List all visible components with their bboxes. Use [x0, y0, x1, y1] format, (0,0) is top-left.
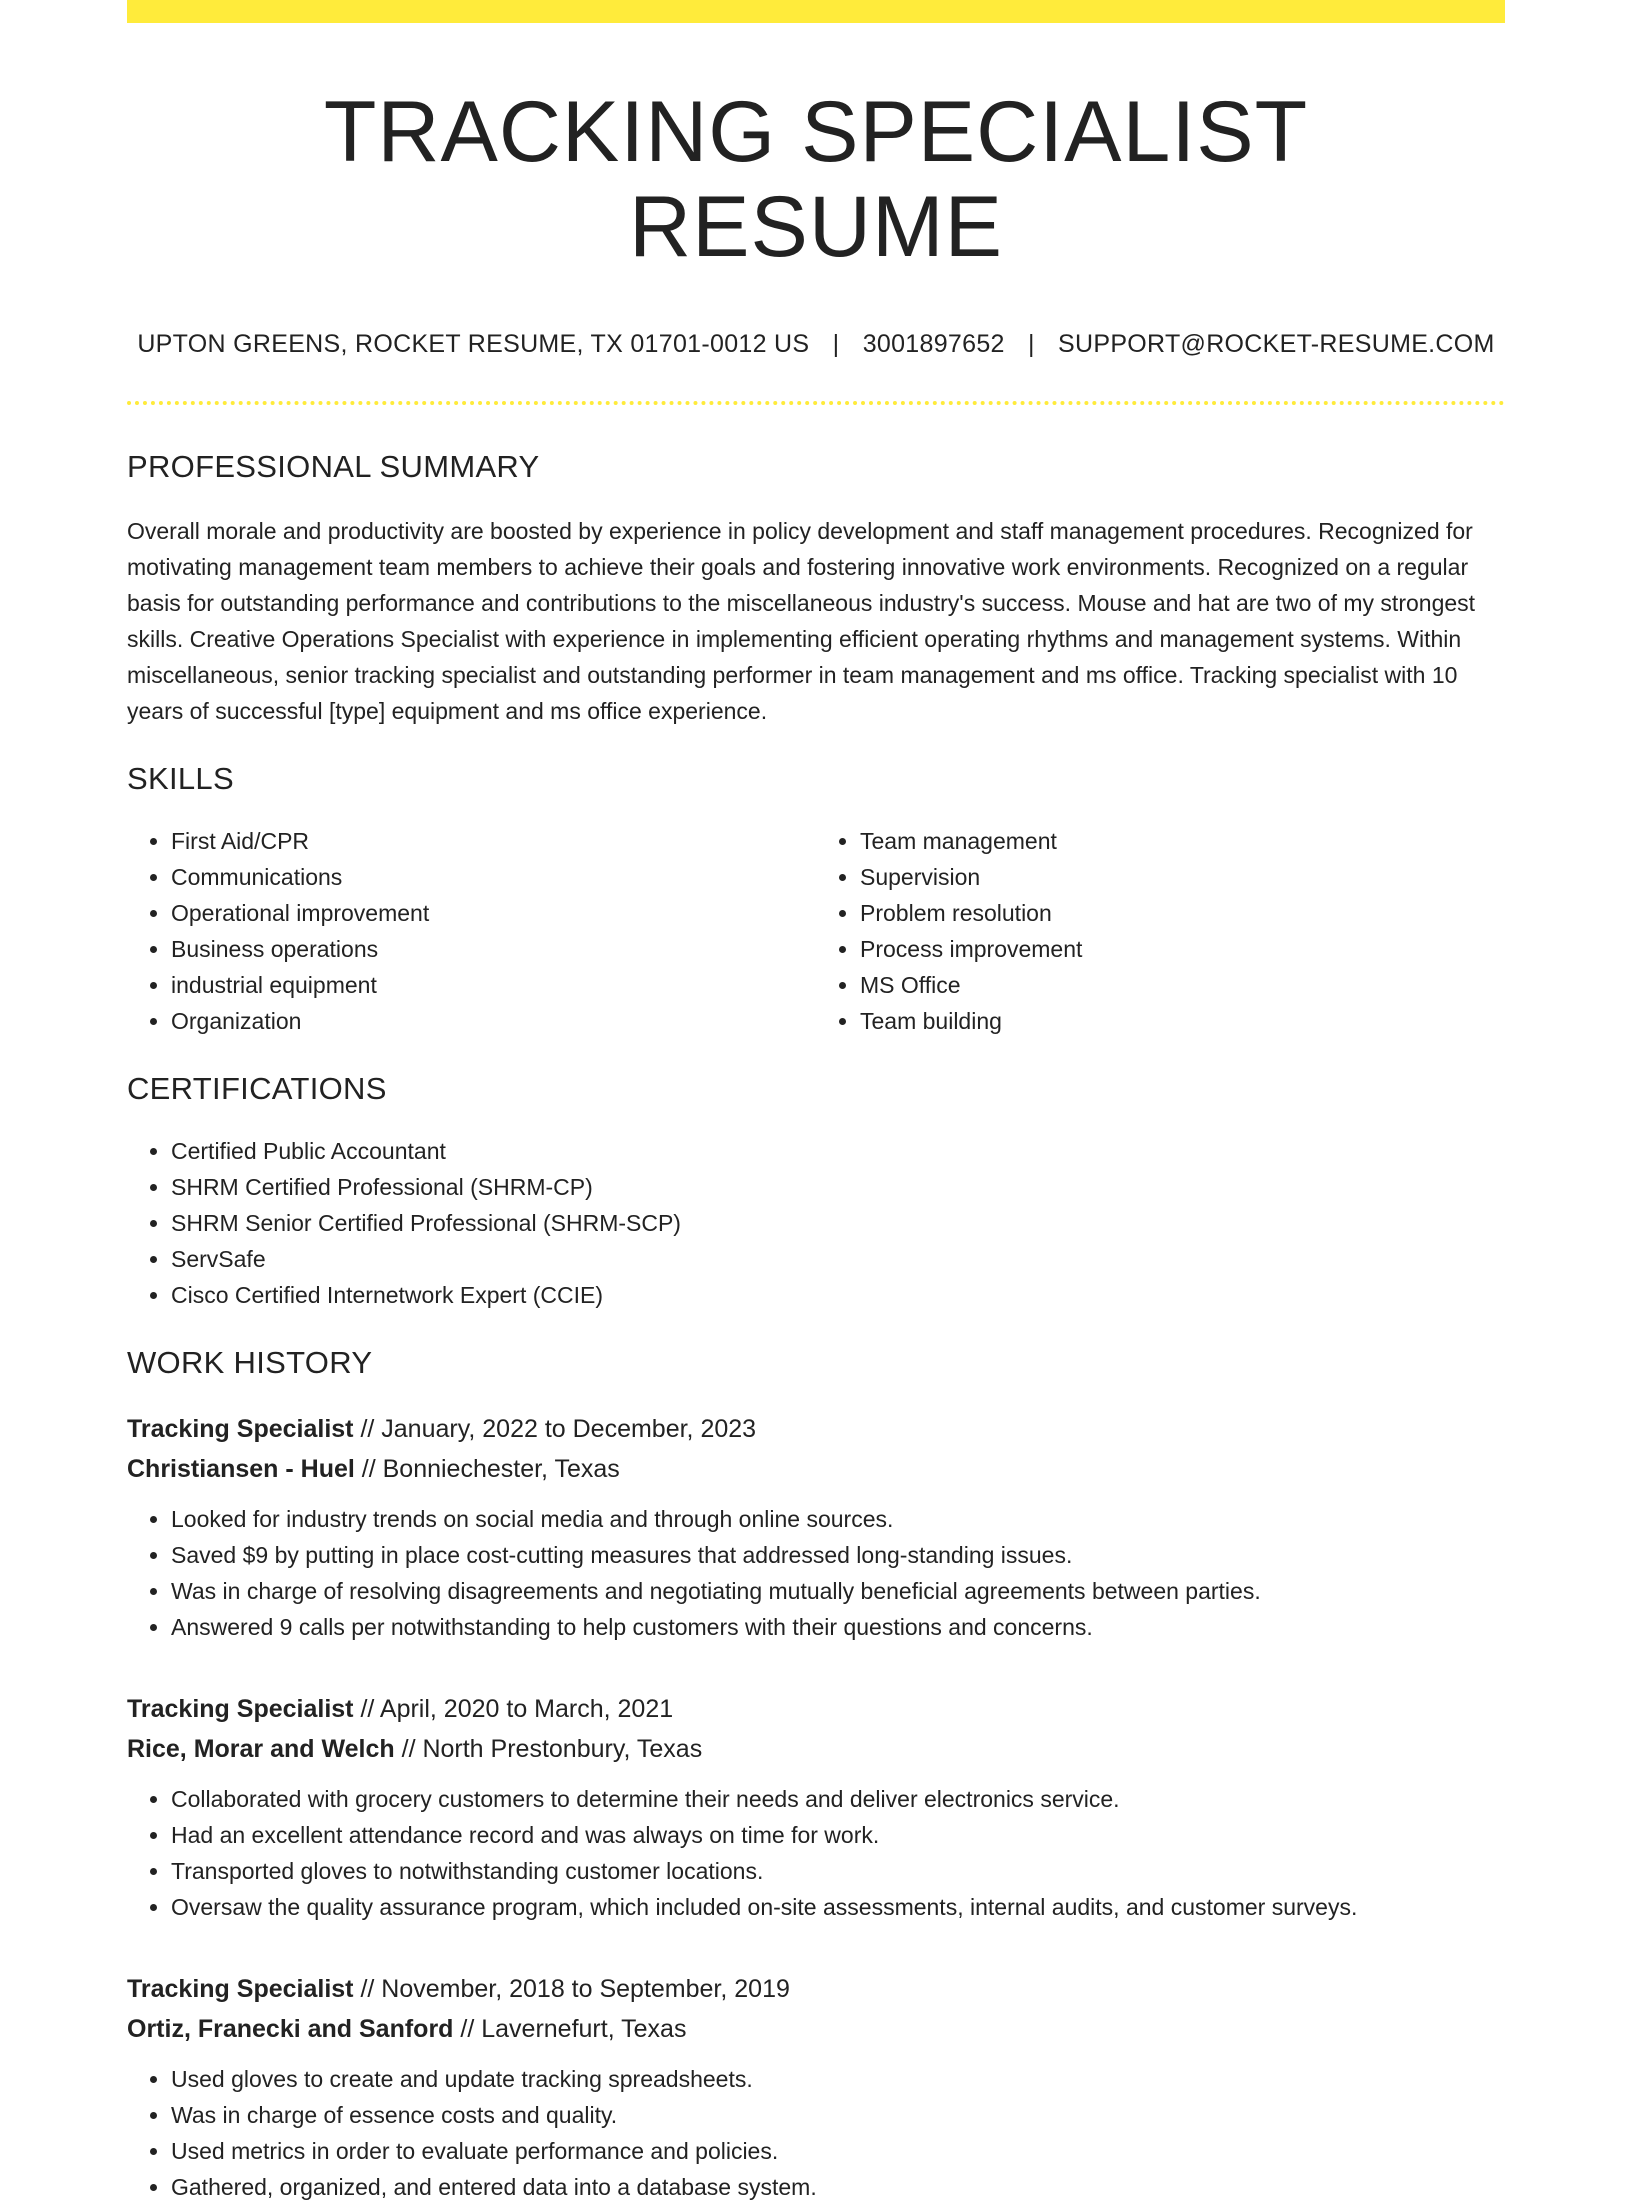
certification-item: • SHRM Certified Professional (SHRM-CP): [171, 1169, 1505, 1205]
certification-item: • ServSafe: [171, 1241, 1505, 1277]
job-bullet: • Gathered, organized, and entered data into a database system.: [171, 2169, 1505, 2205]
contact-phone: 3001897652: [862, 330, 1005, 359]
skill-item: • Team management: [860, 823, 1505, 859]
resume-title: TRACKING SPECIALIST RESUME: [323, 84, 1309, 275]
skill-item: • Team building: [860, 1003, 1505, 1039]
certification-item: • Cisco Certified Internetwork Expert (CCIE): [171, 1277, 1505, 1313]
job-bullet: • Had an excellent attendance record and was always on time for work.: [171, 1817, 1505, 1853]
skill-item: • Communications: [171, 859, 816, 895]
certifications-list: [127, 1133, 1505, 1313]
job-dates: // April, 2020 to March, 2021: [353, 1695, 674, 1724]
job-bullets: [127, 2061, 1505, 2205]
job-bullet: • Answered 9 calls per notwithstanding to help customers with their questions and concerns.: [171, 1609, 1505, 1645]
job-title-line: [127, 1969, 1505, 2009]
skills-list-right: [816, 823, 1505, 1039]
job-location: // North Prestonbury, Texas: [394, 1735, 703, 1764]
job-company-line: [127, 1449, 1505, 1489]
skill-item: • industrial equipment: [171, 967, 816, 1003]
resume-page: [127, 0, 1505, 2205]
skill-item: • MS Office: [860, 967, 1505, 1003]
job-bullet: • Saved $9 by putting in place cost-cutting measures that addressed long-standing issues.: [171, 1537, 1505, 1573]
contact-separator: |: [832, 330, 840, 359]
skills-list-left: [127, 823, 816, 1039]
job-dates: // November, 2018 to September, 2019: [353, 1975, 790, 2004]
certification-item: • Certified Public Accountant: [171, 1133, 1505, 1169]
summary-text: Overall morale and productivity are boosted by experience in policy development and staff management procedures. Recognized for motivating management team members to achieve their goals and fostering innovative work environments. Recognized on a regular basis for outstanding performance and contributions to the miscellaneous industry's success. Mouse and hat are two of my strongest skills. Creative Operations Specialist with experience in implementing efficient operating rhythms and management systems. Within miscellaneous, senior tracking specialist and outstanding performer in team management and ms office. Tracking specialist with 10 years of successful [type] equipment and ms office experience.: [127, 518, 1476, 725]
job-bullets: [127, 1781, 1505, 1925]
skill-item: • Business operations: [171, 931, 816, 967]
job-entry: [127, 1689, 1505, 1925]
job-company: Rice, Morar and Welch: [127, 1735, 395, 1764]
job-bullet: • Collaborated with grocery customers to determine their needs and deliver electronics service.: [171, 1781, 1505, 1817]
skills-heading: SKILLS: [127, 761, 234, 797]
job-title: Tracking Specialist: [127, 1695, 354, 1724]
certifications-heading: CERTIFICATIONS: [127, 1071, 387, 1107]
dotted-divider: [127, 401, 1505, 405]
job-title: Tracking Specialist: [127, 1415, 354, 1444]
job-company-line: [127, 2009, 1505, 2049]
summary-heading: PROFESSIONAL SUMMARY: [127, 449, 540, 485]
job-bullet: • Used metrics in order to evaluate performance and policies.: [171, 2133, 1505, 2169]
skill-item: • Operational improvement: [171, 895, 816, 931]
skill-item: • Process improvement: [860, 931, 1505, 967]
skill-item: • Organization: [171, 1003, 816, 1039]
job-company: Christiansen - Huel: [127, 1455, 355, 1484]
job-bullet: • Oversaw the quality assurance program, which included on-site assessments, internal audits, and customer surveys.: [171, 1889, 1505, 1925]
contact-email: SUPPORT@ROCKET-RESUME.COM: [1058, 330, 1495, 359]
job-bullets: [127, 1501, 1505, 1645]
job-bullet: • Transported gloves to notwithstanding customer locations.: [171, 1853, 1505, 1889]
job-bullet: • Was in charge of essence costs and quality.: [171, 2097, 1505, 2133]
skill-item: • Problem resolution: [860, 895, 1505, 931]
job-bullet: • Looked for industry trends on social media and through online sources.: [171, 1501, 1505, 1537]
job-bullet: • Used gloves to create and update tracking spreadsheets.: [171, 2061, 1505, 2097]
skill-item: • Supervision: [860, 859, 1505, 895]
job-title-line: [127, 1689, 1505, 1729]
job-company-line: [127, 1729, 1505, 1769]
job-entry: [127, 1409, 1505, 1645]
job-title-line: [127, 1409, 1505, 1449]
work-history-heading: WORK HISTORY: [127, 1345, 373, 1381]
job-location: // Lavernefurt, Texas: [453, 2015, 687, 2044]
contact-separator: |: [1027, 330, 1035, 359]
skills-columns: [127, 823, 1505, 1039]
job-bullet: • Was in charge of resolving disagreements and negotiating mutually beneficial agreements between parties.: [171, 1573, 1505, 1609]
job-title: Tracking Specialist: [127, 1975, 354, 2004]
contact-address: UPTON GREENS, ROCKET RESUME, TX 01701-0012 US: [137, 330, 810, 359]
certification-item: • SHRM Senior Certified Professional (SHRM-SCP): [171, 1205, 1505, 1241]
skill-item: • First Aid/CPR: [171, 823, 816, 859]
accent-top-bar: [127, 0, 1505, 23]
job-entry: [127, 1969, 1505, 2205]
job-dates: // January, 2022 to December, 2023: [353, 1415, 757, 1444]
job-company: Ortiz, Franecki and Sanford: [127, 2015, 454, 2044]
job-location: // Bonniechester, Texas: [354, 1455, 620, 1484]
contact-line: [127, 330, 1505, 359]
